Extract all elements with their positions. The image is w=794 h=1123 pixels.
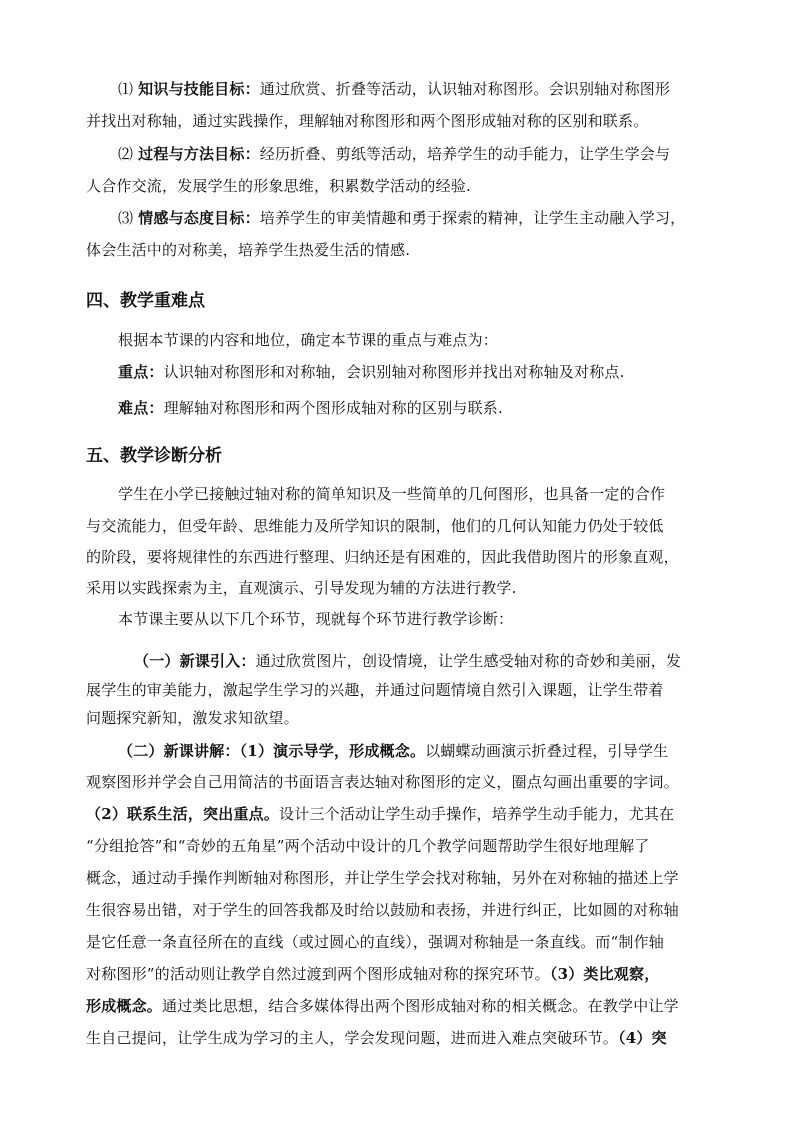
- goal-3-line-2: 体会生活中的对称美，培养学生热爱生活的情感.: [86, 241, 411, 259]
- goal-3-label: 情感与态度目标：: [138, 209, 260, 227]
- para-1-line-4: 采用以实践探索为主，直观演示、引导发现为辅的方法进行教学.: [86, 579, 517, 597]
- goal-1-label: 知识与技能目标：: [138, 80, 260, 98]
- difficult-point-label: 难点：: [118, 399, 164, 417]
- lecture-stage-line-10: 生自己提问，让学生成为学习的主人，学会发现问题，进而进入难点突破环节。（4）突: [86, 1029, 667, 1047]
- goal-2-label: 过程与方法目标：: [138, 145, 260, 163]
- section-4-intro: 根据本节课的内容和地位，确定本节课的重点与难点为：: [118, 331, 499, 349]
- section-4-heading: 四、教学重难点: [86, 291, 205, 311]
- goal-2-line-1: ⑵ 过程与方法目标：经历折叠、剪纸等活动，培养学生的动手能力，让学生学会与: [118, 145, 671, 163]
- lecture-stage-line-3: （2）联系生活，突出重点。设计三个活动让学生动手操作，培养学生动手能力，尤其在: [86, 805, 675, 823]
- key-point: 重点：认识轴对称图形和对称轴，会识别轴对称图形并找出对称轴及对称点.: [118, 363, 625, 381]
- lecture-stage-line-2: 观察图形并学会自己用简洁的书面语言表达轴对称图形的定义，圈点勾画出重要的字词。: [86, 773, 679, 791]
- para-1-line-2: 与交流能力，但受年龄、思维能力及所学知识的限制，他们的几何认知能力仍处于较低: [86, 517, 664, 535]
- para-2: 本节课主要从以下几个环节，现就每个环节进行教学诊断：: [118, 610, 514, 628]
- para-1-line-1: 学生在小学已接触过轴对称的简单知识及一些简单的几何图形，也具备一定的合作: [118, 485, 666, 503]
- lecture-stage-line-1: （二）新课讲解：（1）演示导学，形成概念。以蝴蝶动画演示折叠过程，引导学生: [118, 742, 669, 760]
- intro-stage-line-2: 展学生的审美能力，激起学生学习的兴趣，并通过问题情境自然引入课题，让学生带着: [86, 681, 664, 699]
- goal-3-line-1: ⑶ 情感与态度目标：培养学生的审美情趣和勇于探索的精神，让学生主动融入学习，: [118, 209, 686, 227]
- goal-1-line-1: ⑴ 知识与技能目标：通过欣赏、折叠等活动，认识轴对称图形。会识别轴对称图形: [118, 80, 671, 98]
- key-point-label: 重点：: [118, 363, 164, 381]
- lecture-stage-line-6: 生很容易出错，对于学生的回答我都及时给以鼓励和表扬，并进行纠正，比如圆的对称轴: [86, 901, 679, 919]
- lecture-stage-line-7: 是它任意一条直径所在的直线（或过圆心的直线），强调对称轴是一条直线。而“制作轴: [86, 933, 664, 951]
- section-5-heading: 五、教学诊断分析: [86, 446, 222, 466]
- para-1-line-3: 的阶段，要将规律性的东西进行整理、归纳还是有困难的，因此我借助图片的形象直观，: [86, 548, 679, 566]
- lecture-stage-line-4: “分组抢答”和“奇妙的五角星”两个活动中设计的几个教学问题帮助学生很好地理解了: [86, 837, 650, 855]
- goal-2-line-2: 人合作交流，发展学生的形象思维，积累数学活动的经验.: [86, 177, 471, 195]
- lecture-stage-line-5: 概念，通过动手操作判断轴对称图形，并让学生学会找对称轴，另外在对称轴的描述上学: [86, 869, 679, 887]
- difficult-point: 难点：理解轴对称图形和两个图形成轴对称的区别与联系.: [118, 399, 503, 417]
- intro-stage-line-1: （一）新课引入：通过欣赏图片，创设情境，让学生感受轴对称的奇妙和美丽，发: [134, 652, 682, 670]
- lecture-stage-label: （二）新课讲解：: [118, 742, 240, 760]
- lecture-stage-line-9: 形成概念。通过类比思想，结合多媒体得出两个图形成轴对称的相关概念。在教学中让学: [86, 997, 679, 1015]
- lecture-stage-line-8: 对称图形”的活动则让教学自然过渡到两个图形成轴对称的探究环节。（3）类比观察，: [86, 965, 660, 983]
- intro-stage-line-3: 问题探究新知，激发求知欲望。: [86, 709, 299, 727]
- intro-stage-label: （一）新课引入：: [134, 652, 256, 670]
- goal-1-line-2: 并找出对称轴，通过实践操作，理解轴对称图形和两个图形成轴对称的区别和联系。: [86, 112, 649, 130]
